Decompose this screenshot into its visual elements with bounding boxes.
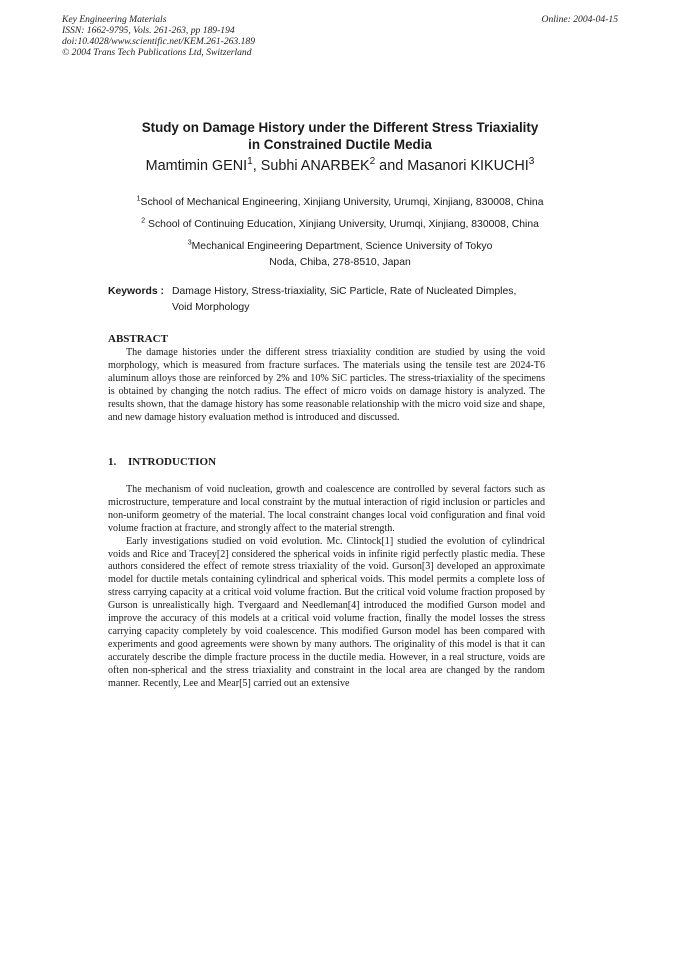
keywords-label: Keywords : — [108, 286, 165, 297]
section-heading — [108, 456, 216, 468]
journal-name: Key Engineering Materials — [62, 14, 167, 25]
author-sup: 1 — [247, 156, 253, 168]
abstract-heading: ABSTRACT — [108, 333, 168, 345]
introduction-body — [108, 484, 545, 691]
author-sup: 3 — [528, 156, 535, 168]
intro-paragraph: The mechanism of void nucleation, growth and coalescence are controlled by several factors such as microstructure, temperature and local constraint by the mutual interaction of rigid inclusion or particles and non-uniform geometry of the material. The local constraint changes local void configuration and final void volume fraction at fracture, and strongly affect to the material strength. — [108, 484, 545, 534]
title-line-1: Study on Damage History under the Different Stress Triaxiality — [141, 120, 539, 135]
affiliation-text: School of Continuing Education, Xinjiang University, Urumqi, Xinjiang, 830008, China — [145, 219, 539, 230]
abstract-paragraph: The damage histories under the different stress triaxiality condition are studied by using the void morphology, which is measured from fracture surfaces. The materials using the tensile test are 2024-T6 aluminum alloys those are reinforced by 2% and 10% SiC particles. The stress-triaxiality of the specimens is obtained by changing the notch radius. The effect of micro voids on damage history is analyzed. The results shown, that the damage history has some reasonable relationship with the micro void size and shape, and new damage history evaluation method is introduced and discussed. — [108, 347, 545, 423]
keywords — [108, 284, 548, 316]
keywords-line-2: Void Morphology — [172, 302, 250, 313]
affiliation — [62, 239, 618, 255]
affiliation-text: Noda, Chiba, 278-8510, Japan — [269, 257, 411, 268]
author-name: Masanori KIKUCHI — [407, 158, 529, 174]
author-separator: and — [375, 158, 408, 174]
section-title: INTRODUCTION — [128, 456, 217, 468]
author-name: Mamtimin GENI — [145, 158, 248, 174]
section-number: 1. — [108, 456, 117, 468]
doi-line: doi:10.4028/www.scientific.net/KEM.261-263.189 — [62, 36, 256, 47]
author-name: Subhi ANARBEK — [260, 158, 370, 174]
affiliation — [62, 217, 618, 233]
copyright-line: © 2004 Trans Tech Publications Ltd, Switzerland — [62, 47, 252, 58]
affiliation-text: School of Mechanical Engineering, Xinjiang University, Urumqi, Xinjiang, 830008, China — [140, 197, 544, 208]
title-line-2: in Constrained Ductile Media — [248, 137, 432, 152]
affiliation-sup: 3 — [187, 237, 192, 247]
author-sup: 2 — [369, 156, 376, 168]
affiliation-sup: 2 — [141, 215, 146, 225]
paper-title — [62, 119, 618, 153]
keywords-line-1: Damage History, Stress-triaxiality, SiC Particle, Rate of Nucleated Dimples, — [172, 286, 517, 297]
author-separator: , — [252, 158, 261, 174]
online-date: Online: 2004-04-15 — [541, 14, 618, 25]
affiliation-text: Mechanical Engineering Department, Science University of Tokyo — [191, 241, 493, 252]
affiliation — [62, 255, 618, 271]
abstract-body — [108, 347, 545, 424]
issn-line: ISSN: 1662-9795, Vols. 261-263, pp 189-194 — [62, 25, 235, 36]
author-list — [62, 158, 618, 174]
journal-header — [62, 14, 618, 58]
affiliation-sup: 1 — [136, 193, 141, 203]
affiliation — [62, 195, 618, 211]
intro-paragraph: Early investigations studied on void evolution. Mc. Clintock[1] studied the evolution of cylindrical voids and Rice and Tracey[2] considered the spherical voids in infinite rigid perfectly plastic media. These authors considered the effect of remote stress triaxiality of the void. Gurson[3] developed an approximate model for ductile metals containing cylindrical and spherical voids. This model permits a complete loss of stress carrying capacity at a critical void volume fraction. But the critical void volume fraction proposed by Gurson is unrealistically high. Tvergaard and Needleman[4] introduced the modified Gurson model and improve the accuracy of this models at a critical void volume fraction, finally the model losses the stress carrying capacity completely by void coalescence. This modified Gurson model has been compared with experiments and good agreements were shown by many authors. The originality of this model is that it can accurately describe the dimple fracture process in the ductile media. However, in a real structure, voids are often non-spherical and the stress triaxiality and constraint in the local area are changed by the random manner. Recently, Lee and Mear[5] carried out an extensive — [108, 535, 545, 689]
